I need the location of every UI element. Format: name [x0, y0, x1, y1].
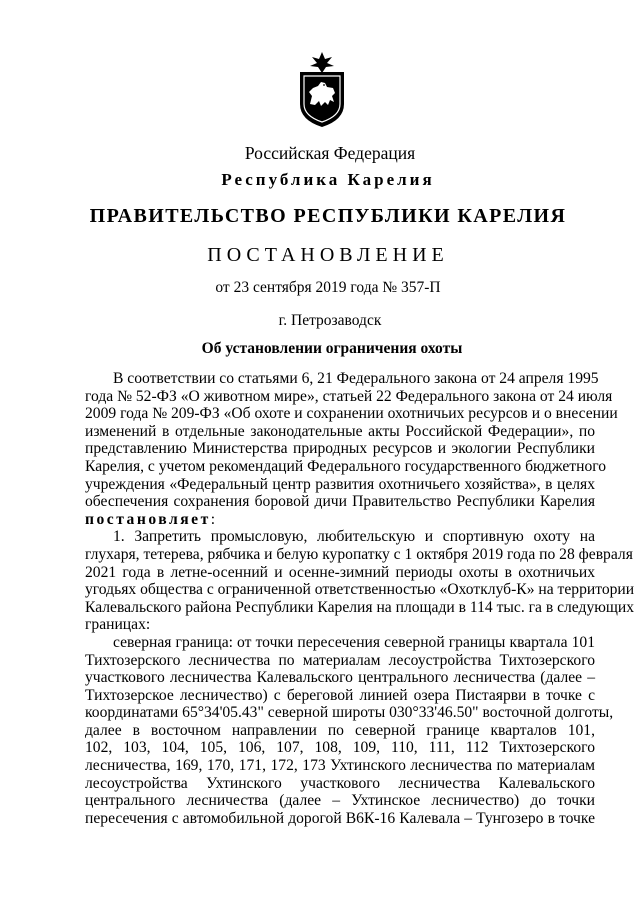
body-line: границах: — [85, 616, 151, 634]
body-line: представлению Министерства природных ресурсов и экологии Республики — [85, 440, 595, 458]
document-type: ПОСТАНОВЛЕНИЕ — [207, 244, 449, 266]
government-title: ПРАВИТЕЛЬСТВО РЕСПУБЛИКИ КАРЕЛИЯ — [89, 205, 567, 227]
body-line: лесничества, 169, 170, 171, 172, 173 Ухтинского лесничества по материалам — [85, 757, 595, 775]
body-line: 1. Запретить промысловую, любительскую и спортивную охоту на — [113, 528, 595, 546]
body-line: года № 52-ФЗ «О животном мире», статьей 22 Федерального закона от 24 июля — [85, 387, 613, 405]
republic-name: Республика Карелия — [221, 170, 435, 189]
body-line: центрального лесничества (далее – Ухтинское лесничество) до точки — [85, 792, 595, 810]
body-line: угодьях общества с ограниченной ответственностью «Охотклуб-К» на территории — [85, 581, 635, 599]
body-line: северная граница: от точки пересечения северной границы квартала 101 — [113, 633, 595, 651]
body-line: 102, 103, 104, 105, 106, 107, 108, 109, 110, 111, 112 Тихтозерского — [85, 739, 595, 757]
body-line-resolution — [85, 511, 595, 529]
body-line: 2021 года в летне-осенний и осенне-зимний периоды охоты в охотничьих — [85, 563, 595, 581]
body-line: Калевальского района Республики Карелия на площади в 114 тыс. га в следующих — [85, 598, 635, 616]
resolution-word: постановляет — [85, 510, 211, 528]
body-line: лесоустройства Ухтинского участкового лесничества Калевальского — [85, 774, 595, 792]
body-line: В соответствии со статьями 6, 21 Федерального закона от 24 апреля 1995 — [113, 370, 599, 387]
body-line: изменений в отдельные законодательные акты Российской Федерации», по — [85, 422, 595, 440]
body-line: координатами 65°34'05.43" северной широты 030°33'46.50" восточной долготы, — [85, 704, 614, 722]
body-line: Тихтозерского лесничества по материалам лесоустройства Тихтозерского — [85, 651, 595, 669]
body-line: 2009 года № 209-ФЗ «Об охоте и сохранении охотничьих ресурсов и о внесении — [85, 405, 618, 423]
resolution-colon: : — [210, 510, 216, 528]
body-line: участкового лесничества Калевальского центрального лесничества (далее – — [85, 669, 595, 687]
document-subject: Об установлении ограничения охоты — [201, 340, 463, 357]
body-line: Карелия, с учетом рекомендаций Федерального государственного бюджетного — [85, 457, 607, 475]
document-body — [85, 370, 635, 827]
country-name: Российская Федерация — [244, 143, 416, 163]
body-line: Тихтозерское лесничество) с береговой линией озера Пистаярви в точке с — [85, 686, 595, 704]
body-line: обеспечения сохранения боровой дичи Правительство Республики Карелия — [85, 493, 595, 511]
coat-of-arms-icon — [294, 52, 350, 128]
body-line: далее в восточном направлении по северной границе кварталов 101, — [85, 721, 595, 739]
body-line: учреждения «Федеральный центр развития охотничьего хозяйства», в целях — [85, 475, 595, 493]
body-line: глухаря, тетерева, рябчика и белую куропатку с 1 октября 2019 года по 28 февраля — [85, 545, 633, 563]
body-line: пересечения с автомобильной дорогой В6К-16 Калевала – Тунгозеро в точке — [85, 809, 595, 827]
document-city: г. Петрозаводск — [278, 312, 382, 329]
document-date: от 23 сентября 2019 года № 357-П — [215, 279, 441, 296]
